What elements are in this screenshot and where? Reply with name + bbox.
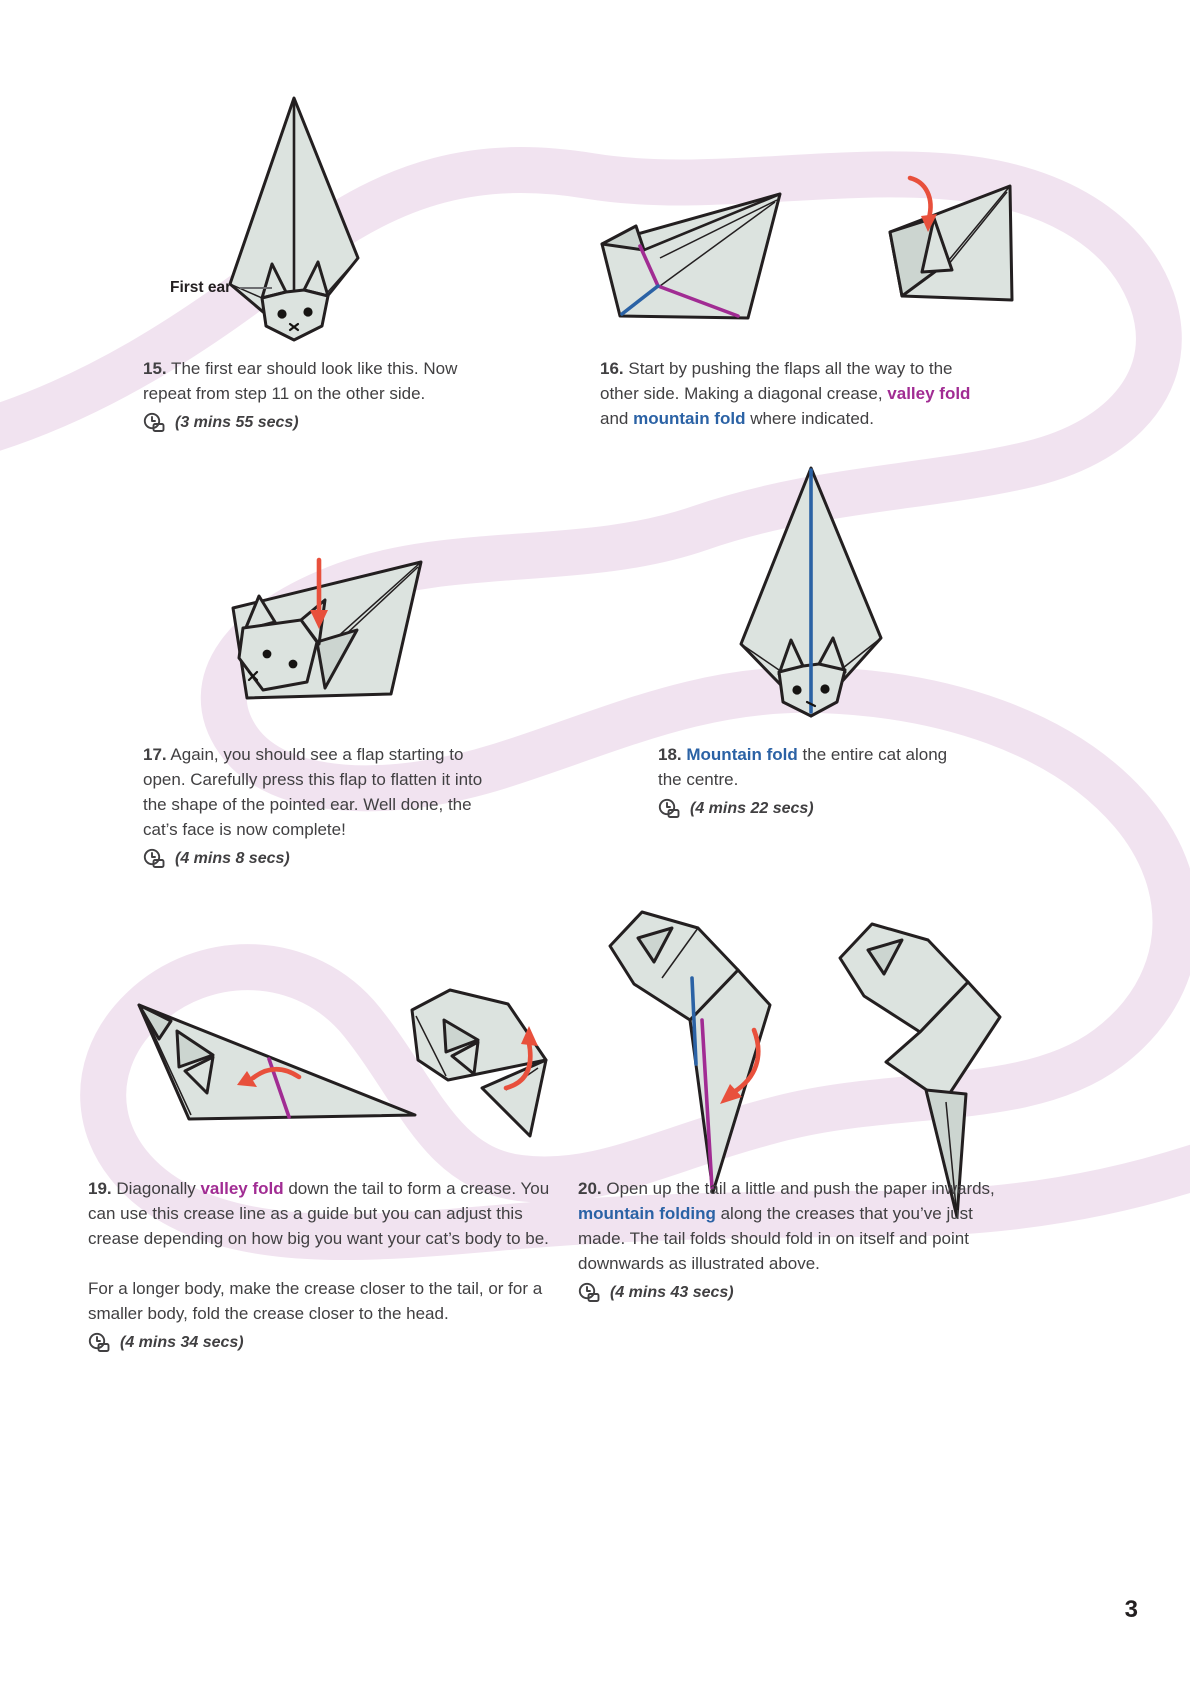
timer-clock-icon [658,798,682,819]
valley-fold-term: valley fold [887,384,971,403]
first-ear-label [170,279,272,297]
step-19-text-2: For a longer body, make the crease closer to the tail, or for a smaller body, fold the crease closer to the head. [88,1279,543,1323]
step-19-number: 19. [88,1179,112,1198]
mountain-fold-term: mountain folding [578,1204,716,1223]
step-18-time: (4 mins 22 secs) [690,800,814,817]
step-17-text: 17. Again, you should see a flap starting to open. Carefully press this flap to flatten it into the shape of the pointed ear. Well done, the cat’s face is now complete! [143,745,483,839]
first-ear-label-text: First ear [170,279,232,296]
label-leader-line [240,287,272,289]
step-19 [88,1176,575,1355]
step-19-text: 19. Diagonally valley fold down the tail to form a crease. You can use this crease line as a guide but you can adjust this crease depending on how big you want your cat’s body to be. [88,1179,550,1248]
step-18 [658,742,970,821]
step-20 [578,1176,1016,1305]
step-15 [143,356,493,435]
step-15-timer [143,410,493,435]
step-20-number: 20. [578,1179,602,1198]
timer-clock-icon [578,1282,602,1303]
step-17-time: (4 mins 8 secs) [175,850,290,867]
step-18-number: 18. [658,745,682,764]
origami-step15-diagram [222,92,372,342]
timer-clock-icon [88,1332,112,1353]
timer-clock-icon [143,412,167,433]
step-15-number: 15. [143,359,167,378]
step-16 [600,356,992,431]
step-15-text: 15. The first ear should look like this. Now repeat from step 11 on the other side. [143,359,458,403]
step-15-time: (3 mins 55 secs) [175,414,299,431]
valley-fold-term: valley fold [200,1179,284,1198]
timer-clock-icon [143,848,167,869]
step-20-time: (4 mins 43 secs) [610,1284,734,1301]
origami-step20-diagram-a [592,898,782,1198]
page-number: 3 [1124,1596,1138,1623]
step-16-number: 16. [600,359,624,378]
step-18-timer [658,796,970,821]
origami-step16-diagram-b [798,170,1018,315]
mountain-fold-term: Mountain fold [686,745,798,764]
step-20-text: 20. Open up the tail a little and push the paper inwards, mountain folding along the creases that you’ve just made. The tail folds should fold in on itself and point downwards as illustrated above. [578,1179,995,1273]
origami-step16-diagram-a [570,186,815,326]
step-18-text: 18. Mountain fold the entire cat along the centre. [658,745,948,789]
step-19-time: (4 mins 34 secs) [120,1334,244,1351]
step-17-number: 17. [143,745,167,764]
step-20-timer [578,1280,1016,1305]
mountain-fold-term: mountain fold [633,409,746,428]
step-17 [143,742,488,871]
origami-step19-diagram-b [386,928,566,1148]
step-19-timer [88,1330,575,1355]
origami-step18-diagram [733,462,888,722]
step-16-text: 16. Start by pushing the flaps all the way to the other side. Making a diagonal crease, valley fold and mountain fold where indicated. [600,359,971,428]
step-17-timer [143,846,488,871]
origami-step17-diagram [205,508,430,708]
